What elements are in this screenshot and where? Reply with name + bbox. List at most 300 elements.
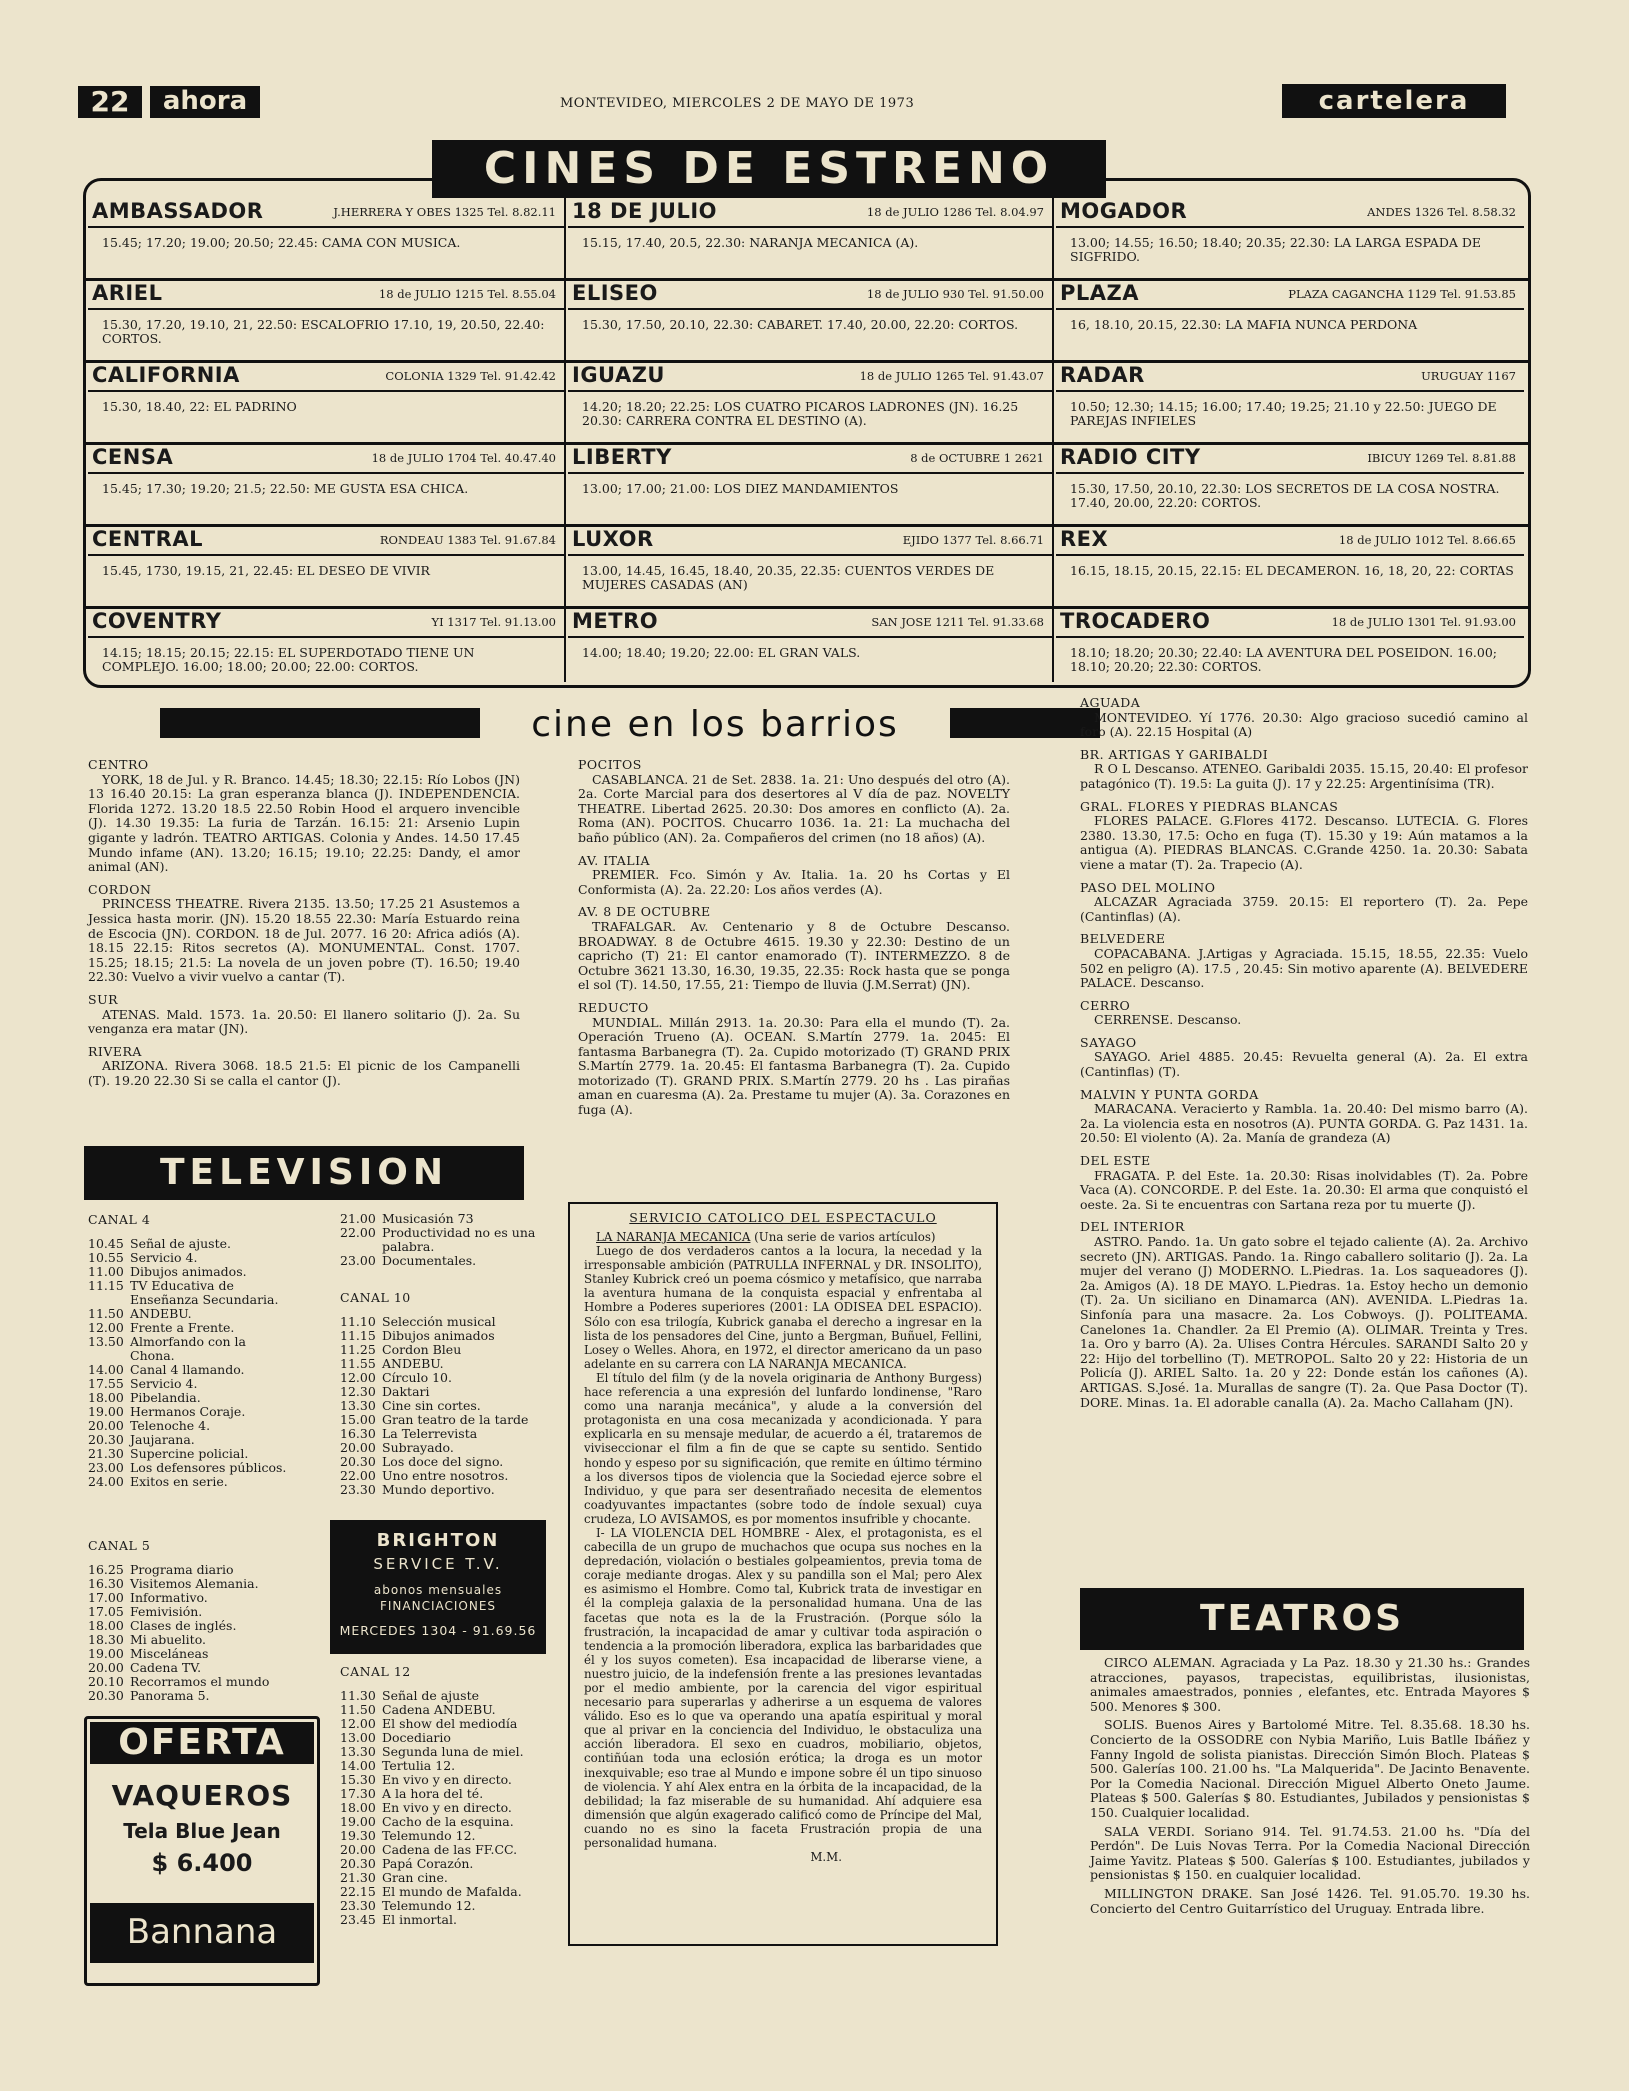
cinema-address: 18 de JULIO 1012 Tel. 8.66.65	[1338, 533, 1516, 547]
review-paragraph: El título del film (y de la novela originaria de Anthony Burgess) hace referencia a una expresión del lunfardo londinense, "Raro como una naranja mecánica", y alude a la conversión del protagonista en una cosa mecanizada y acondicionada. Y para explicarla en su mensaje medular, de acuerdo a él, trataremos de viviseccionar el film a fin de que se capte su sentido. Sentido hondo y espeso por su significación, que remite en último término a los diversos tipos de violencia que la Sociedad ejerce sobre el Individuo, y que para ser desentrañado necesita de elementos coadyuvantes impactantes (sobre todo de índole sexual) cuya crudeza, LO AVISAMOS, es por momentos insufrible y chocante.	[584, 1370, 982, 1526]
barrios-column-3	[1080, 696, 1528, 1410]
cinema-listing	[1056, 526, 1524, 606]
program-name: Supercine policial.	[130, 1446, 249, 1461]
program-name: Uno entre nosotros.	[382, 1468, 509, 1483]
cinema-showtimes: 13.00; 14.55; 16.50; 18.40; 20.35; 22.30: LA LARGA ESPADA DE SIGFRIDO.	[1070, 235, 1481, 264]
program-name: Cadena TV.	[130, 1660, 202, 1675]
barrio-listing: FLORES PALACE. G.Flores 4172. Descanso. LUTECIA. G. Flores 2380. 13.30, 17.5: Ocho en fuga (T). 15.30 y 19: Aún matamos a la antigua (A). PIEDRAS BLANCAS. C.Grande 4250. 1a. 20.30: Sabata viene a matar (T). 2a. Trapecio (A).	[1080, 813, 1528, 872]
program-row	[88, 1633, 288, 1647]
program-row	[340, 1745, 540, 1759]
program-time: 20.30	[88, 1432, 124, 1447]
cinema-address: 18 de JULIO 1265 Tel. 91.43.07	[859, 369, 1044, 383]
barrio-listing: ALCAZAR Agraciada 3759. 20.15: El reportero (T). 2a. Pepe (Cantinflas) (A).	[1080, 894, 1528, 924]
program-time: 20.30	[88, 1688, 124, 1703]
banner-block-left	[160, 708, 480, 738]
television-title: TELEVISION	[84, 1146, 524, 1200]
program-row	[88, 1321, 288, 1335]
program-name: Dibujos animados.	[130, 1264, 247, 1279]
program-name: El inmortal.	[382, 1912, 457, 1927]
program-row	[340, 1385, 540, 1399]
cinema-name: AMBASSADOR	[92, 199, 264, 223]
teatro-listing: SALA VERDI. Soriano 914. Tel. 91.74.53. 21.00 hs. "Día del Perdón". De Luis Novas Terra. Por la Comedia Nacional Dirección Jaime Yavitz. Plateas $ 500. Galerías $ 100. Estudiantes, jubilados y pensionistas $ 150. en cualquier localidad.	[1090, 1823, 1530, 1883]
cinema-showtimes: 15.30, 18.40, 22: EL PADRINO	[102, 399, 297, 414]
program-time: 20.00	[340, 1440, 376, 1455]
cinema-name: RADIO CITY	[1060, 445, 1201, 469]
program-name: Dibujos animados	[382, 1328, 495, 1343]
cinema-showtimes: 15.45; 17.20; 19.00; 20.50; 22.45: CAMA CON MUSICA.	[102, 235, 461, 250]
program-row	[88, 1279, 288, 1307]
program-name: Pibelandia.	[130, 1390, 201, 1405]
program-time: 17.30	[340, 1786, 376, 1801]
row-divider	[86, 442, 1528, 445]
program-row	[340, 1843, 540, 1857]
cinema-header-rule	[1056, 280, 1524, 310]
cinema-address: 18 de JULIO 1286 Tel. 8.04.97	[866, 205, 1044, 219]
program-time: 11.00	[88, 1264, 124, 1279]
program-time: 11.25	[340, 1342, 376, 1357]
program-row	[88, 1605, 288, 1619]
barrio-section	[1080, 1154, 1528, 1212]
cinema-listing	[88, 526, 564, 606]
barrio-section	[1080, 881, 1528, 925]
barrio-section	[88, 758, 520, 875]
program-name: Cordon Bleu	[382, 1342, 462, 1357]
program-name: Productividad no es una palabra.	[382, 1225, 536, 1254]
program-time: 12.30	[340, 1384, 376, 1399]
cinema-name: METRO	[572, 609, 659, 633]
program-row	[340, 1717, 540, 1731]
barrio-title: CENTRO	[88, 757, 149, 772]
cinema-name: MOGADOR	[1060, 199, 1188, 223]
program-name: La Telerrevista	[382, 1426, 478, 1441]
barrio-section	[88, 993, 520, 1037]
program-time: 11.15	[340, 1328, 376, 1343]
cinema-showtimes: 14.20; 18.20; 22.25: LOS CUATRO PICAROS LADRONES (JN). 16.25 20.30: CARRERA CONTRA EL DESTINO (A).	[582, 399, 1019, 428]
program-time: 20.10	[88, 1674, 124, 1689]
program-time: 21.00	[340, 1211, 376, 1226]
teatros-title: TEATROS	[1080, 1588, 1524, 1650]
program-row	[340, 1441, 540, 1455]
program-row	[88, 1447, 288, 1461]
cinema-showtimes: 14.00; 18.40; 19.20; 22.00: EL GRAN VALS.	[582, 645, 861, 660]
program-name: Frente a Frente.	[130, 1320, 235, 1335]
cinema-listing	[88, 444, 564, 524]
barrio-listing: SAYAGO. Ariel 4885. 20.45: Revuelta general (A). 2a. El extra (Cantinflas) (T).	[1080, 1049, 1528, 1080]
program-time: 24.00	[88, 1474, 124, 1489]
program-name: Almorfando con la Chona.	[130, 1334, 247, 1363]
program-row	[88, 1363, 288, 1377]
cinema-showtimes: 15.45; 17.30; 19.20; 21.5; 22.50: ME GUSTA ESA CHICA.	[102, 481, 469, 496]
program-row	[88, 1647, 288, 1661]
program-time: 19.00	[88, 1646, 124, 1661]
program-row	[88, 1577, 288, 1591]
cinema-listing	[1056, 608, 1524, 688]
program-time: 23.45	[340, 1912, 376, 1927]
program-name: Tertulia 12.	[382, 1758, 456, 1773]
program-row	[340, 1801, 540, 1815]
page-number: 22	[78, 86, 142, 118]
program-row	[340, 1857, 540, 1871]
program-time: 15.30	[340, 1772, 376, 1787]
barrio-section	[1080, 1036, 1528, 1080]
cinema-listing	[1056, 198, 1524, 278]
cinema-header-rule	[1056, 198, 1524, 228]
program-time: 12.00	[88, 1320, 124, 1335]
channel-name: CANAL 4	[88, 1212, 151, 1227]
cinema-address: IBICUY 1269 Tel. 8.81.88	[1367, 451, 1516, 465]
program-name: Telemundo 12.	[382, 1828, 476, 1843]
brighton-name: BRIGHTON	[376, 1530, 500, 1551]
program-name: Señal de ajuste.	[130, 1236, 231, 1251]
row-divider	[86, 606, 1528, 609]
cinema-showtimes: 15.15, 17.40, 20.5, 22.30: NARANJA MECANICA (A).	[582, 235, 919, 250]
cinema-header-rule	[88, 198, 564, 228]
teatros-body	[1090, 1656, 1530, 1920]
program-name: Panorama 5.	[130, 1688, 210, 1703]
servicio-catolico-heading: SERVICIO CATOLICO DEL ESPECTACULO	[629, 1210, 937, 1225]
program-time: 14.00	[340, 1758, 376, 1773]
program-name: Servicio 4.	[130, 1250, 198, 1265]
review-film-note: (Una serie de varios artículos)	[750, 1230, 936, 1244]
program-name: Telemundo 12.	[382, 1898, 476, 1913]
program-row	[340, 1413, 540, 1427]
program-time: 13.30	[340, 1398, 376, 1413]
program-time: 22.15	[340, 1884, 376, 1899]
program-time: 11.15	[88, 1278, 124, 1293]
barrio-listing: ASTRO. Pando. 1a. Un gato sobre el tejado caliente (A). 2a. Archivo secreto (JN). ARTIGAS. Pando. 1a. Ringo caballero solitario (J). 2a. La mujer del verano (J) MODERNO. L.Piedras. 1a. Los saqueadores (J). 2a. Amigos (A). 18 DE MAYO. L.Piedras. 1a. Estoy hecho un demonio (T). 2a. Un siciliano en Dinamarca (AN). AVENIDA. L.Piedras 1a. Sinfonía para una masacre. 2a. Los Cobwoys. (J). POLITEAMA. Canelones 1a. Chandler. 2a El Premio (A). OLIMAR. Treinta y Tres. 1a. Oro y barro (A). 2a. Ulises Contra Hércules. SARANDI Salto 20 y 22: Hijo del torbellino (T). METROPOL. Salto 20 y 22: Historia de un Policía (J). ARIEL Salto. 1a. 20 y 22: Donde están los cañones (A). ARTIGAS. S.José. 1a. Murallas de sangre (T). 2a. Que Pasa Doctor (T). DORE. Minas. 1a. El adorable canalla (A). 2a. Macho Callaham (JN).	[1080, 1234, 1528, 1410]
program-name: Clases de inglés.	[130, 1618, 237, 1633]
barrios-title-banner	[160, 704, 1100, 744]
brighton-line2: FINANCIACIONES	[379, 1599, 497, 1613]
barrio-title: RIVERA	[88, 1043, 142, 1059]
cinema-listing	[568, 362, 1052, 442]
program-time: 11.10	[340, 1314, 376, 1329]
program-name: Servicio 4.	[130, 1376, 198, 1391]
barrio-listing: COPACABANA. J.Artigas y Agraciada. 15.15, 18.55, 22.35: Vuelo 502 en peligro (A). 17.5 , 20.45: Sin motivo aparente (A). BELVEDERE PALACE. Descanso.	[1080, 945, 1528, 991]
program-row	[340, 1212, 540, 1226]
program-time: 11.55	[340, 1356, 376, 1371]
barrio-title: AV. ITALIA	[578, 852, 651, 868]
row-divider	[86, 524, 1528, 527]
cinema-address: PLAZA CAGANCHA 1129 Tel. 91.53.85	[1288, 287, 1516, 301]
barrio-section	[1080, 696, 1528, 740]
cinema-name: 18 DE JULIO	[572, 199, 718, 223]
teatro-listing: MILLINGTON DRAKE. San José 1426. Tel. 91.05.70. 19.30 hs. Concierto del Centro Guitarrístico del Uruguay. Entrada libre.	[1090, 1885, 1530, 1916]
cinema-name: ELISEO	[572, 281, 658, 305]
cinema-address: COLONIA 1329 Tel. 91.42.42	[385, 369, 556, 383]
cinema-listing	[568, 608, 1052, 688]
section-title: cartelera	[1282, 84, 1506, 118]
program-name: Gran teatro de la tarde	[382, 1412, 529, 1427]
row-divider	[86, 360, 1528, 363]
program-time: 18.00	[340, 1800, 376, 1815]
brighton-line1: abonos mensuales	[373, 1583, 503, 1597]
program-row	[88, 1237, 288, 1251]
cinema-address: EJIDO 1377 Tel. 8.66.71	[902, 533, 1044, 547]
barrio-listing: TRAFALGAR. Av. Centenario y 8 de Octubre Descanso. BROADWAY. 8 de Octubre 4615. 19.30 y 22.30: Destino de un capricho (T) 21: El cantor enamorado (T). INTERMEZZO. 8 de Octubre 3621 13.30, 16.30, 19.35, 22.35: Rock hasta que se ponga el sol (T). 14.50, 17.55, 21: Tiempo de lluvia (J.M.Serrat) (JN).	[578, 918, 1010, 993]
program-time: 15.00	[340, 1412, 376, 1427]
program-row	[88, 1405, 288, 1419]
barrio-title: PASO DEL MOLINO	[1080, 879, 1216, 895]
program-row	[340, 1703, 540, 1717]
barrio-listing: PREMIER. Fco. Simón y Av. Italia. 1a. 20 hs Cortas y El Conformista (A). 2a. 22.20: Los años verdes (A).	[578, 867, 1010, 897]
program-name: Los defensores públicos.	[130, 1460, 287, 1475]
cinema-listing	[568, 526, 1052, 606]
cinema-address: YI 1317 Tel. 91.13.00	[431, 615, 556, 629]
barrios-title: cine en los barrios	[531, 704, 899, 745]
program-name: Programa diario	[130, 1562, 234, 1577]
program-name: En vivo y en directo.	[382, 1800, 512, 1815]
servicio-catolico-body	[584, 1230, 982, 1864]
dateline: MONTEVIDEO, MIERCOLES 2 DE MAYO DE 1973	[560, 96, 915, 111]
barrio-title: SAYAGO	[1080, 1034, 1137, 1050]
program-name: Daktari	[382, 1384, 430, 1399]
program-name: Musicasión 73	[382, 1211, 474, 1226]
program-time: 17.00	[88, 1590, 124, 1605]
teatro-listing: CIRCO ALEMAN. Agraciada y La Paz. 18.30 y 21.30 hs.: Grandes atracciones, payasos, trapecistas, equilibristas, ilusionistas, animales amaestrados, ponnies , elefantes, etc. Entrada Mayores $ 500. Menores $ 300.	[1090, 1655, 1530, 1714]
cinema-name: LIBERTY	[572, 445, 672, 469]
program-time: 18.00	[88, 1618, 124, 1633]
barrio-listing: FRAGATA. P. del Este. 1a. 20.30: Risas inolvidables (T). 2a. Pobre Vaca (A). CONCORDE. P. del Este. 1a. 20.30: El arma que conquistó el oeste. 2a. Si te encuentras con Sartana reza por tu muerte (J).	[1080, 1167, 1528, 1212]
oferta-fabric: Tela Blue Jean	[123, 1819, 281, 1843]
program-name: Gran cine.	[382, 1870, 448, 1885]
program-row	[340, 1226, 540, 1254]
barrio-section	[578, 1001, 1010, 1118]
program-row	[340, 1899, 540, 1913]
oferta-brand: Bannana	[90, 1903, 314, 1963]
program-time: 22.00	[340, 1468, 376, 1483]
program-time: 20.00	[88, 1418, 124, 1433]
cinema-address: URUGUAY 1167	[1421, 369, 1516, 383]
program-row	[340, 1315, 540, 1329]
cinema-name: CENSA	[92, 445, 174, 469]
review-paragraph: I- LA VIOLENCIA DEL HOMBRE - Alex, el protagonista, es el cabecilla de un grupo de muchachos que ocupa sus noches en la depredación, violación o bestiales golpeamientos, previa toma de coraje mediante drogas. Alex y su pandilla son el Mal; pero Alex es asimismo el Hombre. Como tal, Kubrick trata de investigar en él la compleja galaxia de la personalidad humana. Una de las facetas que nota es la de la Frustración. (Porque sólo la frustración, la incapacidad de amar y cultivar toda aspiración o tendencia a la promoción liberadora, explica las barbaridades que él y los suyos cometen). Esa incapacidad de liberarse viene, a nuestro juicio, de la indefensión frente a las presiones levantadas por el medio ambiente, por la carencia del vigor espiritual necesario para superarlas y adherirse a un esquema de valores válido. Eso es lo que va operando una apatía espiritual y moral que al privar en la conciencia del Individuo, le obstaculiza una acción liberadora. El sexo en cuadros, mobiliario, objetos, contiñúan toda una eclosión erótica; la droga es un motor inexquivable; eso trae al Mundo e impone sobre él un tipo sinuoso de violencia. Y ahí Alex entra en la órbita de la incapacidad, de la debilidad; la faz miserable de su humanidad. Ahí adquiere esa dimensión que algún exagerado calificó como de Príncipe del Mal, cuando no es sino la faceta Frustración propia de una personalidad humana.	[584, 1525, 982, 1851]
cinema-listing	[88, 608, 564, 688]
program-row	[340, 1329, 540, 1343]
cinema-address: RONDEAU 1383 Tel. 91.67.84	[379, 533, 556, 547]
barrio-title: CORDON	[88, 881, 152, 897]
program-name: A la hora del té.	[382, 1786, 484, 1801]
cinema-showtimes: 18.10; 18.20; 20.30; 22.40: LA AVENTURA DEL POSEIDON. 16.00; 18.10; 20.20; 22.30: CORTOS.	[1070, 645, 1498, 674]
barrio-title: POCITOS	[578, 757, 642, 772]
barrio-title: REDUCTO	[578, 999, 649, 1015]
program-name: Mi abuelito.	[130, 1632, 206, 1647]
program-row	[88, 1461, 288, 1475]
cinema-listing	[568, 444, 1052, 524]
program-row	[88, 1591, 288, 1605]
cinema-name: CALIFORNIA	[92, 363, 240, 387]
program-time: 16.30	[88, 1576, 124, 1591]
cinema-showtimes: 15.30, 17.50, 20.10, 22.30: CABARET. 17.40, 20.00, 22.20: CORTOS.	[582, 317, 1019, 332]
review-signature: M.M.	[810, 1850, 842, 1865]
barrios-column-1	[88, 758, 520, 1088]
program-time: 14.00	[88, 1362, 124, 1377]
program-time: 18.00	[88, 1390, 124, 1405]
barrio-listing: YORK, 18 de Jul. y R. Branco. 14.45; 18.30; 22.15: Río Lobos (JN) 13 16.40 20.15: La gran esperanza blanca (J). INDEPENDENCIA. Florida 1272. 13.20 18.5 22.50 Robin Hood el arquero invencible (J). 14.30 19.35: La furia de Tarzán. 16.15: 21: Arsenio Lupin gigante y ladrón. TEATRO ARTIGAS. Colonia y Andes. 14.50 17.45 Mundo infame (AN). 13.20; 16.15; 19.10; 22.25: Dandy, el amor animal (AN).	[88, 771, 520, 875]
program-time: 23.00	[88, 1460, 124, 1475]
barrio-title: CERRO	[1080, 997, 1131, 1013]
program-time: 20.30	[340, 1454, 376, 1469]
program-time: 12.00	[340, 1370, 376, 1385]
cinema-listing	[1056, 280, 1524, 360]
cinema-listing	[88, 362, 564, 442]
canal-4-listing	[88, 1212, 288, 1489]
cinema-header-rule	[88, 444, 564, 474]
canal-4-evening-listing	[340, 1212, 540, 1268]
channel-name: CANAL 12	[340, 1664, 411, 1679]
program-name: Círculo 10.	[382, 1370, 452, 1385]
oferta-ad	[84, 1716, 320, 1986]
program-row	[340, 1731, 540, 1745]
program-row	[340, 1815, 540, 1829]
program-time: 11.50	[88, 1306, 124, 1321]
cinema-name: ARIEL	[92, 281, 163, 305]
program-row	[88, 1335, 288, 1363]
program-name: Informativo.	[130, 1590, 208, 1605]
cinema-header-rule	[568, 444, 1052, 474]
program-time: 20.00	[88, 1660, 124, 1675]
row-divider	[86, 278, 1528, 281]
cinema-name: CENTRAL	[92, 527, 203, 551]
program-row	[88, 1265, 288, 1279]
program-name: Canal 4 llamando.	[130, 1362, 245, 1377]
program-row	[340, 1759, 540, 1773]
barrio-listing: ARIZONA. Rivera 3068. 18.5 21.5: El picnic de los Campanelli (T). 19.20 22.30 Si se calla el cantor (J).	[88, 1058, 520, 1088]
barrio-title: DEL INTERIOR	[1080, 1219, 1185, 1235]
program-row	[340, 1254, 540, 1268]
barrio-section	[1080, 932, 1528, 990]
cinema-listing	[568, 280, 1052, 360]
program-time: 10.55	[88, 1250, 124, 1265]
program-row	[340, 1357, 540, 1371]
program-name: Jaujarana.	[130, 1432, 195, 1447]
cinema-header-rule	[1056, 526, 1524, 556]
canal-5-listing	[88, 1538, 288, 1703]
program-row	[88, 1475, 288, 1489]
program-row	[88, 1377, 288, 1391]
program-row	[340, 1483, 540, 1497]
program-time: 22.00	[340, 1225, 376, 1240]
program-row	[340, 1773, 540, 1787]
cinema-showtimes: 16, 18.10, 20.15, 22.30: LA MAFIA NUNCA PERDONA	[1070, 317, 1418, 332]
cinema-header-rule	[1056, 444, 1524, 474]
program-row	[340, 1913, 540, 1927]
program-row	[88, 1675, 288, 1689]
barrio-section	[1080, 1088, 1528, 1146]
cinema-name: PLAZA	[1060, 281, 1140, 305]
program-row	[340, 1343, 540, 1357]
program-time: 20.30	[340, 1856, 376, 1871]
barrio-listing: MONTEVIDEO. Yí 1776. 20.30: Algo gracioso sucedió camino al foro (A). 22.15 Hospital (A)	[1080, 709, 1528, 740]
cinema-name: LUXOR	[572, 527, 654, 551]
barrio-section	[1080, 999, 1528, 1028]
cinema-header-rule	[568, 198, 1052, 228]
program-name: Los doce del signo.	[382, 1454, 504, 1469]
cinema-showtimes: 15.45, 1730, 19.15, 21, 22.45: EL DESEO DE VIVIR	[102, 563, 430, 578]
program-time: 23.00	[340, 1253, 376, 1268]
program-name: Telenoche 4.	[130, 1418, 211, 1433]
program-time: 13.50	[88, 1334, 124, 1349]
program-name: Documentales.	[382, 1253, 477, 1268]
program-name: Señal de ajuste	[382, 1688, 480, 1703]
cinema-showtimes: 14.15; 18.15; 20.15; 22.15: EL SUPERDOTADO TIENE UN COMPLEJO. 16.00; 18.00; 20.00; 22.00: CORTOS.	[102, 645, 475, 674]
cinema-name: TROCADERO	[1060, 609, 1211, 633]
cinema-listing	[88, 198, 564, 278]
oferta-product: VAQUEROS	[111, 1779, 293, 1812]
program-time: 17.55	[88, 1376, 124, 1391]
program-time: 13.30	[340, 1744, 376, 1759]
barrio-listing: MARACANA. Veracierto y Rambla. 1a. 20.40: Del mismo barro (A). 2a. La violencia esta en nosotros (A). PUNTA GORDA. G. Paz 1431. 1a. 20.50: El violento (A). 2a. Manía de grandeza (A)	[1080, 1101, 1528, 1146]
program-time: 11.30	[340, 1688, 376, 1703]
program-name: Femivisión.	[130, 1604, 203, 1619]
banner-block-right	[950, 708, 1100, 738]
program-row	[88, 1661, 288, 1675]
program-time: 12.00	[340, 1716, 376, 1731]
oferta-price: $ 6.400	[151, 1849, 253, 1877]
barrio-title: DEL ESTE	[1080, 1153, 1151, 1169]
program-row	[340, 1829, 540, 1843]
program-time: 17.05	[88, 1604, 124, 1619]
cinema-address: 18 de JULIO 930 Tel. 91.50.00	[866, 287, 1044, 301]
cinema-showtimes: 15.30, 17.20, 19.10, 21, 22.50: ESCALOFRIO 17.10, 19, 20.50, 22.40: CORTOS.	[102, 317, 545, 346]
barrio-section	[88, 1045, 520, 1089]
canal-12-listing	[340, 1664, 540, 1927]
brighton-address: MERCEDES 1304 - 91.69.56	[339, 1623, 537, 1638]
program-name: Exitos en serie.	[130, 1474, 228, 1489]
barrios-column-2	[578, 758, 1010, 1118]
cinema-header-rule	[568, 608, 1052, 638]
program-name: El show del mediodía	[382, 1716, 518, 1731]
barrio-title: BR. ARTIGAS Y GARIBALDI	[1080, 746, 1269, 762]
barrio-section	[578, 905, 1010, 993]
cinema-name: RADAR	[1060, 363, 1145, 387]
review-film-title: LA NARANJA MECANICA	[596, 1230, 751, 1244]
barrio-title: GRAL. FLORES Y PIEDRAS BLANCAS	[1080, 798, 1339, 814]
program-row	[88, 1251, 288, 1265]
cinema-name: COVENTRY	[92, 609, 222, 633]
program-row	[340, 1455, 540, 1469]
teatro-listing: SOLIS. Buenos Aires y Bartolomé Mitre. Tel. 8.35.68. 18.30 hs. Concierto de la OSSODRE con Nybia Mariño, Luis Batlle Ibáñez y Fanny Ingold de solista pianistas. Dirección Simón Bloch. Plateas $ 500. Galerías 100. 21.00 hs. "La Malquerida". De Jacinto Benavente. Por la Comedia Nacional. Dirección Miguel Alberto Oneto Jaume. Plateas $ 500. Galerías $ 80. Estudiantes, Jubilados y pensionistas $ 150. Cualquier localidad.	[1090, 1717, 1530, 1820]
program-name: Misceláneas	[130, 1646, 209, 1661]
cinema-listing	[1056, 362, 1524, 442]
program-row	[88, 1391, 288, 1405]
cinema-header-rule	[88, 526, 564, 556]
barrio-title: SUR	[88, 991, 119, 1007]
program-time: 19.00	[340, 1814, 376, 1829]
program-name: Mundo deportivo.	[382, 1482, 495, 1497]
cinema-address: 8 de OCTUBRE 1 2621	[910, 451, 1044, 465]
barrio-listing: MUNDIAL. Millán 2913. 1a. 20.30: Para ella el mundo (T). 2a. Operación Trueno (A). OCEAN. S.Martín 2779. 1a. 2045: El fantasma Barbanegra (T). 2a. Cupido motorizado (T) GRAND PRIX S.Martín 2779. 1a. 20.45: El fantasma Barbanegra (T). 2a. Cupido motorizado (T). GRAND PRIX. S.Martín 2779. 20 hs . Las pirañas aman en cuaresma (A). 2a. Prestame tu mujer (A). 3a. Corazones en fuga (A).	[578, 1014, 1010, 1118]
program-name: Hermanos Coraje.	[130, 1404, 246, 1419]
program-name: Cadena de las FF.CC.	[382, 1842, 518, 1857]
cinema-address: J.HERRERA Y OBES 1325 Tel. 8.82.11	[333, 205, 556, 219]
cinema-address: 18 de JULIO 1704 Tel. 40.47.40	[371, 451, 556, 465]
brighton-sub: SERVICE T.V.	[373, 1555, 503, 1573]
cinema-address: SAN JOSE 1211 Tel. 91.33.68	[871, 615, 1044, 629]
barrio-listing: CERRENSE. Descanso.	[1094, 1012, 1242, 1028]
cinema-name: REX	[1060, 527, 1109, 551]
program-time: 23.30	[340, 1482, 376, 1497]
program-row	[88, 1689, 288, 1703]
program-time: 13.00	[340, 1730, 376, 1745]
program-name: Cine sin cortes.	[382, 1398, 481, 1413]
cinema-header-rule	[568, 362, 1052, 392]
program-time: 19.00	[88, 1404, 124, 1419]
program-time: 11.50	[340, 1702, 376, 1717]
program-time: 23.30	[340, 1898, 376, 1913]
cines-estreno-title: CINES DE ESTRENO	[432, 140, 1106, 198]
program-name: ANDEBU.	[382, 1356, 444, 1371]
